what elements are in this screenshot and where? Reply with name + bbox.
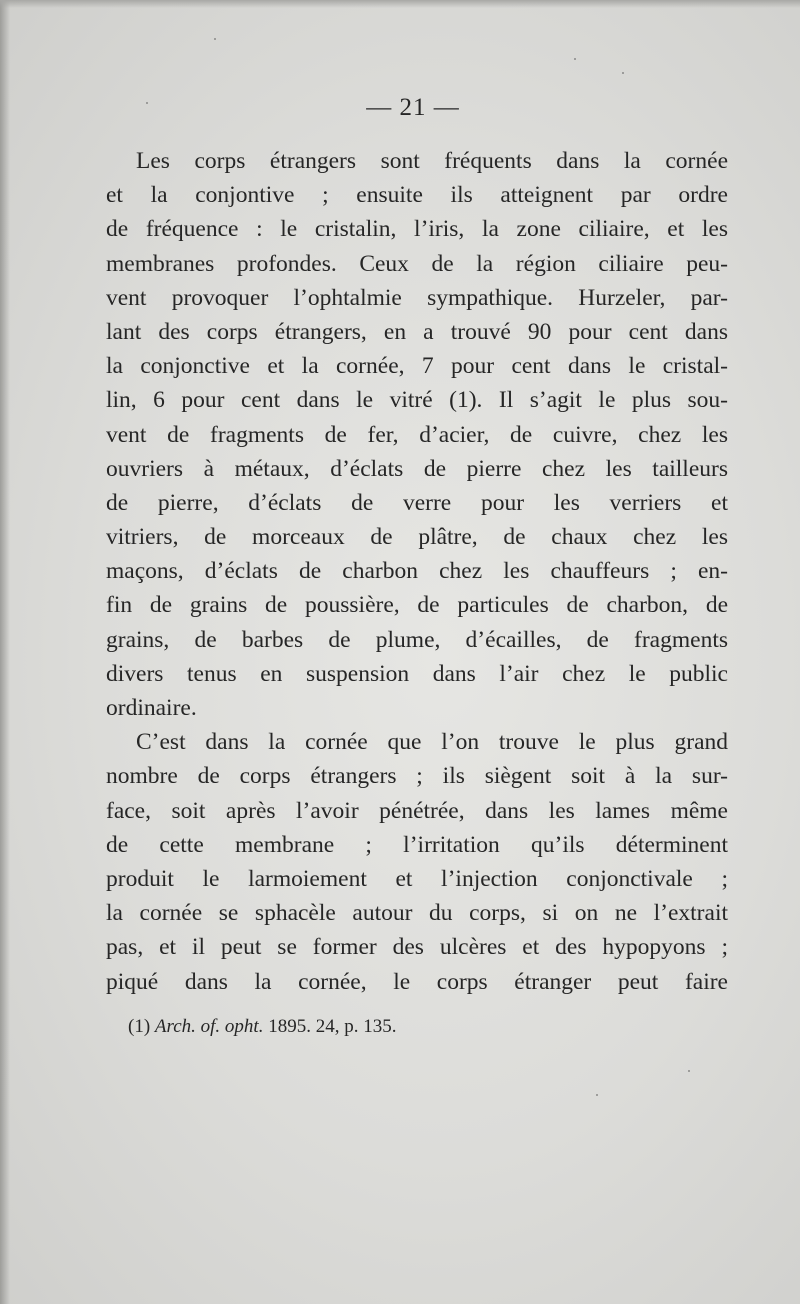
- paper-speck: [596, 1094, 598, 1096]
- text-line: ouvriers à métaux, d’éclats de pierre chez les tailleurs: [106, 455, 728, 482]
- footnote-journal: Arch. of. opht.: [154, 1016, 264, 1037]
- text-line: membranes profondes. Ceux de la région ciliaire peu-: [106, 250, 728, 277]
- text-line: ordinaire.: [106, 695, 197, 721]
- text-line: produit le larmoiement et l’injection conjonctivale ;: [106, 865, 728, 892]
- text-line: nombre de corps étrangers ; ils siègent soit à la sur-: [106, 763, 728, 790]
- paper-speck: [146, 102, 148, 104]
- footnote-marker: (1): [128, 1016, 151, 1037]
- footnote: [128, 1016, 396, 1038]
- paper-speck: [214, 38, 216, 40]
- page-edge-shadow-top: [0, 0, 800, 8]
- text-line: la cornée se sphacèle autour du corps, si on ne l’extrait: [106, 900, 728, 927]
- text-line: vent provoquer l’ophtalmie sympathique. Hurzeler, par-: [106, 284, 728, 311]
- text-line: vent de fragments de fer, d’acier, de cuivre, chez les: [106, 421, 728, 448]
- text-line: de fréquence : le cristalin, l’iris, la zone ciliaire, et les: [106, 216, 728, 243]
- text-line: grains, de barbes de plume, d’écailles, de fragments: [106, 626, 728, 653]
- text-line: face, soit après l’avoir pénétrée, dans les lames même: [106, 797, 728, 824]
- text-line: Les corps étrangers sont fréquents dans la cornée: [136, 148, 728, 174]
- paper-speck: [688, 1070, 690, 1072]
- footnote-reference: 1895. 24, p. 135.: [268, 1016, 397, 1037]
- text-line: pas, et il peut se former des ulcères et des hypopyons ;: [106, 934, 728, 961]
- text-line: lant des corps étrangers, en a trouvé 90 pour cent dans: [106, 318, 728, 345]
- text-line: de cette membrane ; l’irritation qu’ils déterminent: [106, 831, 728, 858]
- text-line: de pierre, d’éclats de verre pour les verriers et: [106, 489, 728, 516]
- paper-speck: [574, 58, 576, 60]
- page-edge-shadow-left: [0, 0, 10, 1304]
- text-line: piqué dans la cornée, le corps étranger peut faire: [106, 968, 728, 995]
- page-number: — 21 —: [366, 94, 460, 121]
- body-text: [106, 144, 728, 999]
- text-line: C’est dans la cornée que l’on trouve le plus grand: [136, 729, 728, 756]
- text-line: lin, 6 pour cent dans le vitré (1). Il s’agit le plus sou-: [106, 387, 728, 414]
- text-line: vitriers, de morceaux de plâtre, de chaux chez les: [106, 524, 728, 551]
- text-line: divers tenus en suspension dans l’air chez le public: [106, 660, 728, 687]
- text-line: la conjonctive et la cornée, 7 pour cent dans le cristal-: [106, 353, 728, 380]
- text-line: maçons, d’éclats de charbon chez les chauffeurs ; en-: [106, 558, 728, 585]
- text-line: et la conjontive ; ensuite ils atteignent par ordre: [106, 182, 728, 209]
- text-line: fin de grains de poussière, de particules de charbon, de: [106, 592, 728, 619]
- paper-speck: [622, 72, 624, 74]
